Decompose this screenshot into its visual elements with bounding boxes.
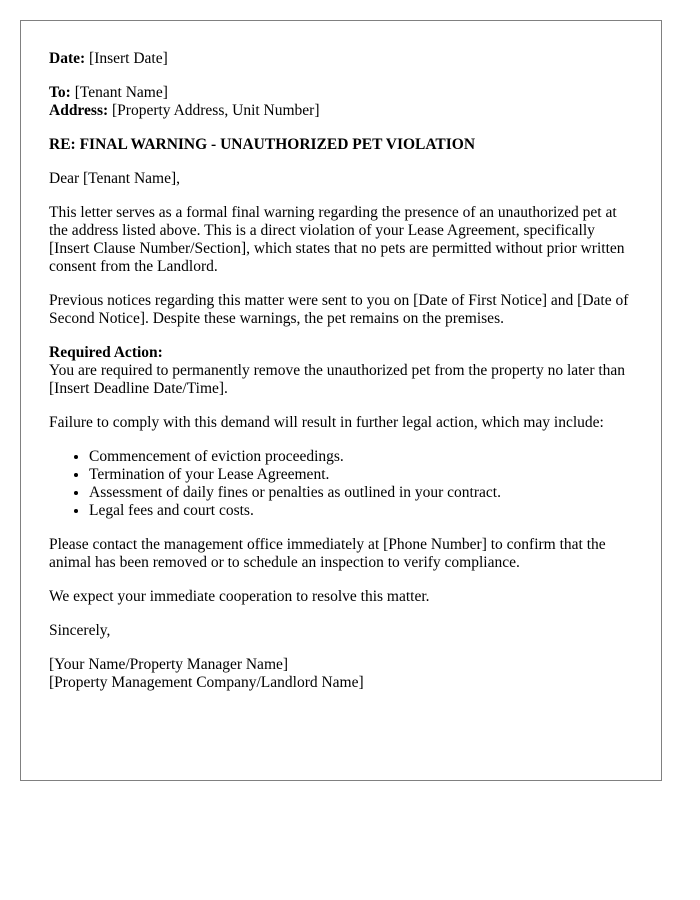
list-item: • Legal fees and court costs. [89, 502, 633, 520]
letter-document [20, 20, 662, 781]
date-value: [Insert Date] [85, 50, 168, 67]
required-action-text: You are required to permanently remove the unauthorized pet from the property no later than [Insert Deadline Date/Time]. [49, 362, 626, 397]
to-label: To: [49, 84, 71, 101]
signature-name: [Your Name/Property Manager Name] [49, 656, 289, 673]
salutation: Dear [Tenant Name], [49, 170, 181, 187]
list-item: • Assessment of daily fines or penalties as outlined in your contract. [89, 484, 633, 502]
address-label: Address: [49, 102, 109, 119]
recipient-block [49, 84, 633, 120]
address-line [49, 102, 633, 120]
paragraph-consequences-intro: Failure to comply with this demand will result in further legal action, which may include: [49, 414, 604, 431]
required-action-block [49, 344, 633, 398]
signature-company: [Property Management Company/Landlord Name] [49, 674, 364, 691]
to-line [49, 84, 633, 102]
paragraph-contact: Please contact the management office immediately at [Phone Number] to confirm that the animal has been removed or to schedule an inspection to verify compliance. [49, 536, 606, 571]
to-value: [Tenant Name] [70, 84, 168, 101]
consequences-list [49, 448, 633, 520]
list-item: • Commencement of eviction proceedings. [89, 448, 633, 466]
list-item: • Termination of your Lease Agreement. [89, 466, 633, 484]
paragraph-violation: This letter serves as a formal final warning regarding the presence of an unauthorized pet at the address listed above. This is a direct violation of your Lease Agreement, specifically [Insert Clause Number/Section], which states that no pets are permitted without prior written consent from the Landlord. [49, 204, 625, 275]
closing: Sincerely, [49, 622, 111, 639]
signature-block [49, 656, 633, 692]
subject-line: RE: FINAL WARNING - UNAUTHORIZED PET VIOLATION [49, 136, 476, 153]
required-action-label: Required Action: [49, 344, 163, 361]
date-label: Date: [49, 50, 86, 67]
paragraph-previous-notices: Previous notices regarding this matter were sent to you on [Date of First Notice] and [Date of Second Notice]. Despite these warnings, the pet remains on the premises. [49, 292, 629, 327]
address-value: [Property Address, Unit Number] [108, 102, 320, 119]
paragraph-cooperation: We expect your immediate cooperation to resolve this matter. [49, 588, 430, 605]
date-line [49, 50, 633, 68]
